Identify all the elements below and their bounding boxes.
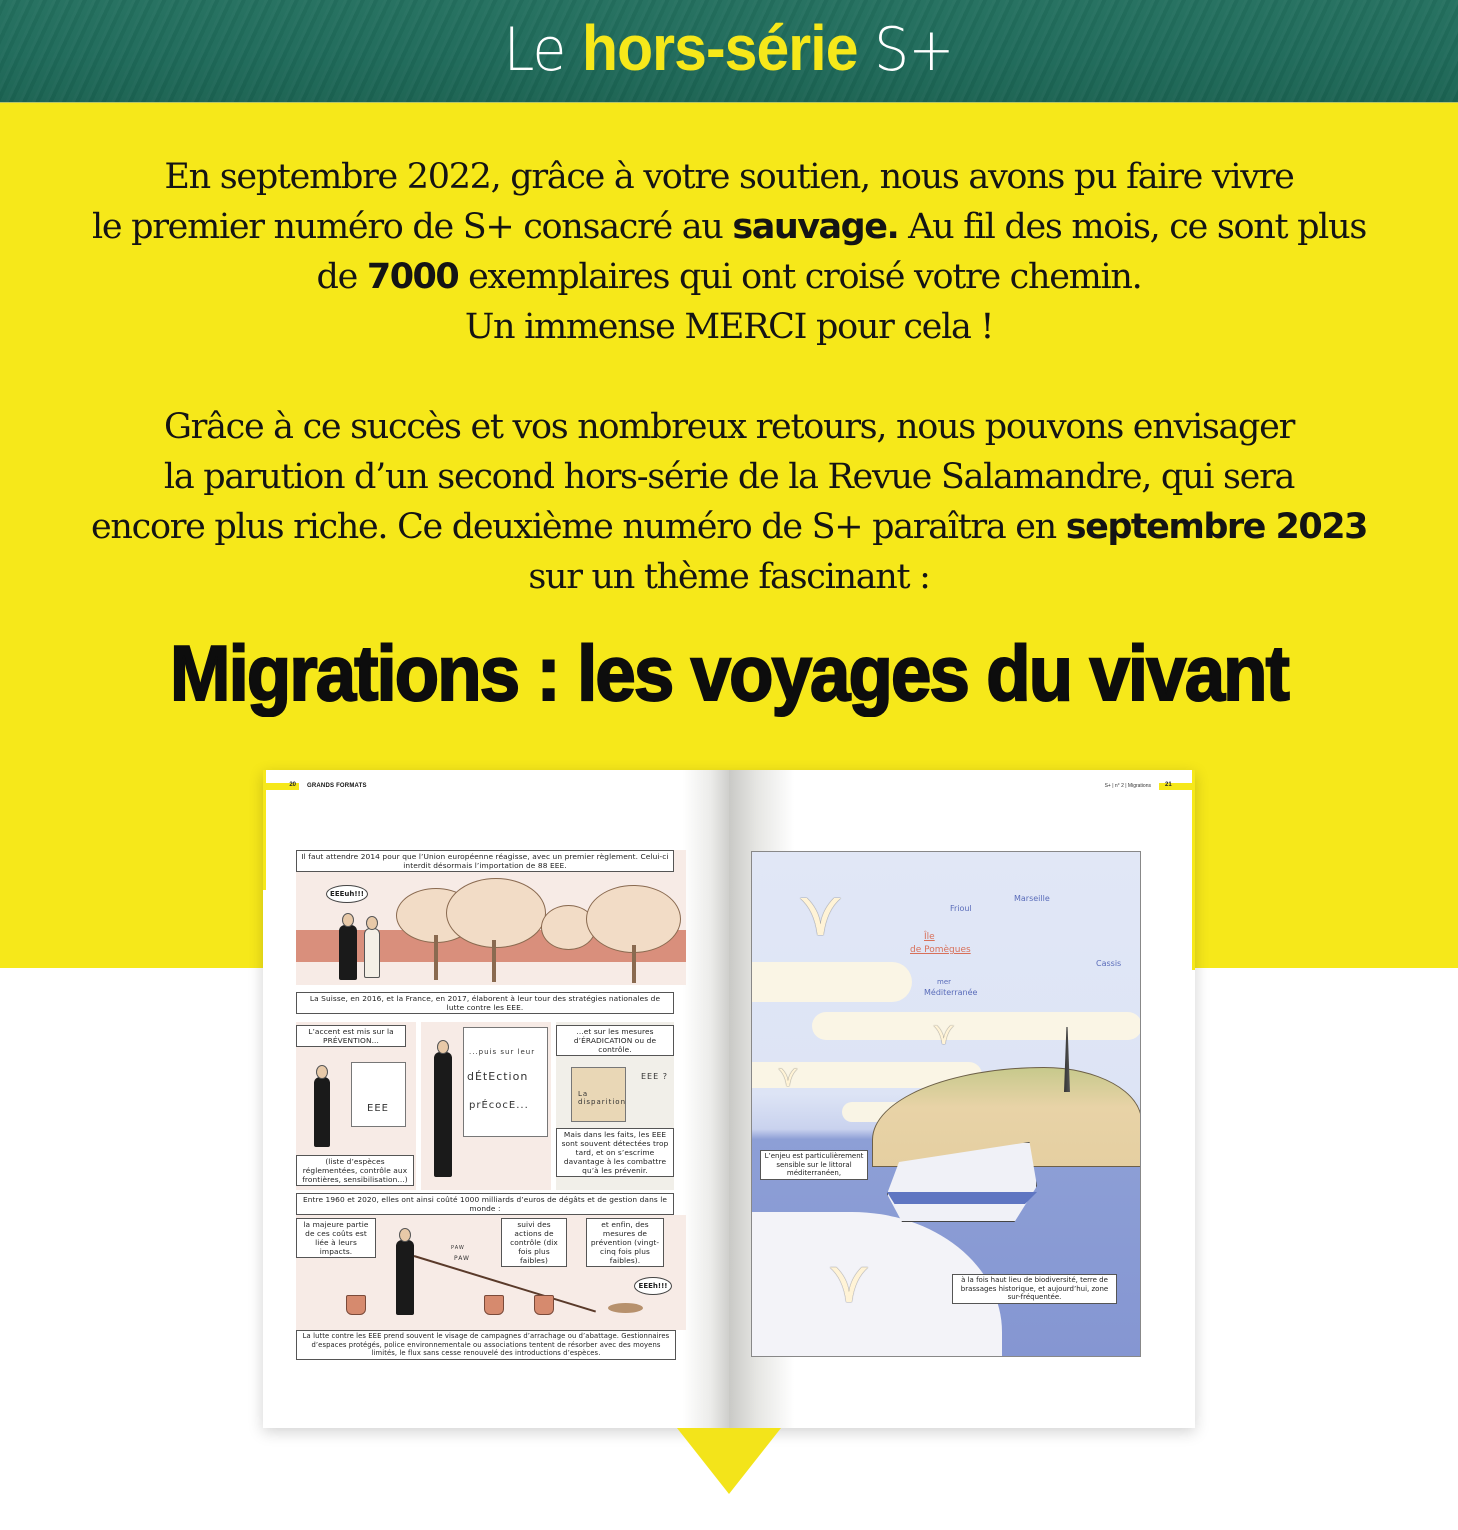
plant-pot-illustration xyxy=(484,1295,504,1315)
comic-caption: La Suisse, en 2016, et la France, en 2017, élaborent à leur tour des stratégies nationales de lutte contre les EEE. xyxy=(296,992,674,1014)
book-illustration xyxy=(571,1067,626,1122)
header-title-suffix: S+ xyxy=(874,15,954,85)
page-number: 20 xyxy=(289,782,296,788)
cloud-illustration xyxy=(812,1012,1141,1040)
comic-caption: L’accent est mis sur la PRÉVENTION... xyxy=(296,1025,406,1047)
plant-pot-illustration xyxy=(346,1295,366,1315)
character-figure xyxy=(396,1240,414,1315)
tree-illustration xyxy=(586,885,681,953)
speech-bubble: EEEuh!!! xyxy=(326,885,368,903)
seagull-illustration: ⋎ xyxy=(827,1247,871,1317)
character-figure xyxy=(434,1052,452,1177)
intro-line: sur un thème fascinant : xyxy=(528,557,930,597)
page-edge-accent xyxy=(1192,770,1195,970)
cloud-illustration xyxy=(751,962,912,1002)
comic-caption: et enfin, des mesures de prévention (vingt-cinq fois plus faibles). xyxy=(586,1218,664,1267)
tree-trunk xyxy=(492,940,496,982)
magazine-right-page xyxy=(729,770,1195,1428)
character-head xyxy=(366,916,378,930)
header-banner xyxy=(0,0,1458,103)
character-figure xyxy=(314,1077,330,1147)
intro-line xyxy=(0,502,1458,552)
text: exemplaires qui ont croisé votre chemin. xyxy=(468,257,1142,297)
map-label-mediterranee: Méditerranée xyxy=(924,988,978,997)
intro-line: Grâce à ce succès et vos nombreux retours, nous pouvons envisager xyxy=(163,407,1295,447)
plant-pot-illustration xyxy=(534,1295,554,1315)
map-label-marseille: Marseille xyxy=(1014,894,1050,903)
character-head xyxy=(437,1040,449,1054)
header-title-prefix: Le xyxy=(504,15,566,85)
seagull-illustration: ⋎ xyxy=(777,1059,799,1094)
handwritten-note: EEE ? xyxy=(641,1072,668,1081)
intro-line: la parution d’un second hors-série de la Revue Salamandre, qui sera xyxy=(163,457,1295,497)
speech-bubble: EEEh!!! xyxy=(634,1277,672,1295)
header-title xyxy=(504,12,954,85)
handwritten-word: prÉcocE... xyxy=(469,1100,529,1111)
caption-text: ...puis sur leur xyxy=(469,1048,536,1056)
header-title-accent: hors-série xyxy=(582,12,858,84)
comic-caption: Entre 1960 et 2020, elles ont ainsi coûté 1000 milliards d’euros de dégâts et de gestion dans le monde : xyxy=(296,1193,674,1215)
map-label-ile: Île xyxy=(924,932,935,942)
theme-title: Migrations : les voyages du vivant xyxy=(170,629,1288,717)
comic-caption: L’enjeu est particulièrement sensible sur le littoral méditerranéen, xyxy=(760,1150,868,1180)
section-label: GRANDS FORMATS xyxy=(307,783,367,789)
tree-trunk xyxy=(434,935,438,980)
character-head xyxy=(399,1228,411,1242)
character-head xyxy=(342,913,354,927)
comic-caption: La lutte contre les EEE prend souvent le visage de campagnes d’arrachage ou d’abattage. Gestionnaires d’espaces protégés, police environnementale ou associations tentent de résorber avec des moyens limités, le flux sans cesse renouvelé des introductions d’espèces. xyxy=(296,1330,676,1360)
page-number-tab xyxy=(263,783,299,790)
text: le premier numéro de S+ consacré au xyxy=(92,207,723,247)
magazine-spread-image xyxy=(263,770,1195,1428)
text: de xyxy=(316,257,358,297)
highlight-release-date: septembre 2023 xyxy=(1065,507,1367,547)
comic-caption: ...et sur les mesures d’ÉRADICATION ou de contrôle. xyxy=(556,1025,674,1056)
intro-line: En septembre 2022, grâce à votre soutien, nous avons pu faire vivre xyxy=(164,157,1294,197)
tree-trunk xyxy=(632,945,636,983)
magazine-left-page xyxy=(263,770,729,1428)
character-figure xyxy=(339,925,357,980)
board-text: EEE xyxy=(367,1103,389,1114)
intro-paragraph-2 xyxy=(0,402,1458,602)
intro-line xyxy=(0,252,1458,302)
down-triangle-icon xyxy=(677,1428,781,1494)
map-label-frioul: Frioul xyxy=(950,904,972,913)
comic-strip xyxy=(296,850,686,1360)
comic-caption: à la fois haut lieu de biodiversité, terre de brassages historique, et aujourd’hui, zone sur-fréquentée. xyxy=(952,1274,1117,1304)
highlight-sauvage: sauvage. xyxy=(732,207,899,247)
character-head xyxy=(316,1065,328,1079)
sound-effect: PAW xyxy=(454,1255,470,1262)
intro-line: Un immense MERCI pour cela ! xyxy=(464,307,994,347)
map-label-pomegues: de Pomègues xyxy=(910,945,971,955)
map-label-cassis: Cassis xyxy=(1096,959,1122,968)
page-number: 21 xyxy=(1165,782,1172,788)
comic-caption: Il faut attendre 2014 pour que l’Union européenne réagisse, avec un premier règlement. Celui-ci interdit désormais l’importation de 88 EEE. xyxy=(296,850,674,872)
board-illustration xyxy=(351,1062,406,1127)
sound-effect: PAW xyxy=(451,1245,465,1251)
highlight-copies-count: 7000 xyxy=(366,257,459,297)
intro-paragraph-1 xyxy=(0,152,1458,352)
tree-illustration xyxy=(446,878,546,948)
book-title: La disparition xyxy=(578,1090,626,1106)
comic-caption: (liste d’espèces réglementées, contrôle aux frontières, sensibilisation...) xyxy=(296,1155,414,1186)
text: Au fil des mois, ce sont plus xyxy=(908,207,1366,247)
ferry-boat-stripe xyxy=(887,1192,1037,1204)
seagull-illustration: ⋎ xyxy=(932,1014,956,1052)
character-figure xyxy=(364,928,380,978)
comic-panel-seascape xyxy=(751,851,1141,1357)
comic-caption: suivi des actions de contrôle (dix fois plus faibles) xyxy=(501,1218,567,1267)
seagull-illustration: ⋎ xyxy=(797,877,844,951)
comic-panel-detection xyxy=(421,1022,551,1190)
intro-line xyxy=(0,202,1458,252)
board-illustration xyxy=(463,1027,548,1137)
comic-caption: Mais dans les faits, les EEE sont souvent détectées trop tard, et on s’escrime davantage à les combattre qu’à les prévenir. xyxy=(556,1128,674,1177)
text: encore plus riche. Ce deuxième numéro de S+ paraîtra en xyxy=(91,507,1056,547)
map-label-mer: mer xyxy=(937,978,952,986)
page-number-tab xyxy=(1159,783,1195,790)
running-head: S+ | n° 2 | Migrations xyxy=(1104,783,1151,789)
comic-caption: la majeure partie de ces coûts est liée à leurs impacts. xyxy=(296,1218,376,1258)
squirrel-illustration xyxy=(608,1303,643,1313)
handwritten-word: dÉtEction xyxy=(467,1070,529,1083)
